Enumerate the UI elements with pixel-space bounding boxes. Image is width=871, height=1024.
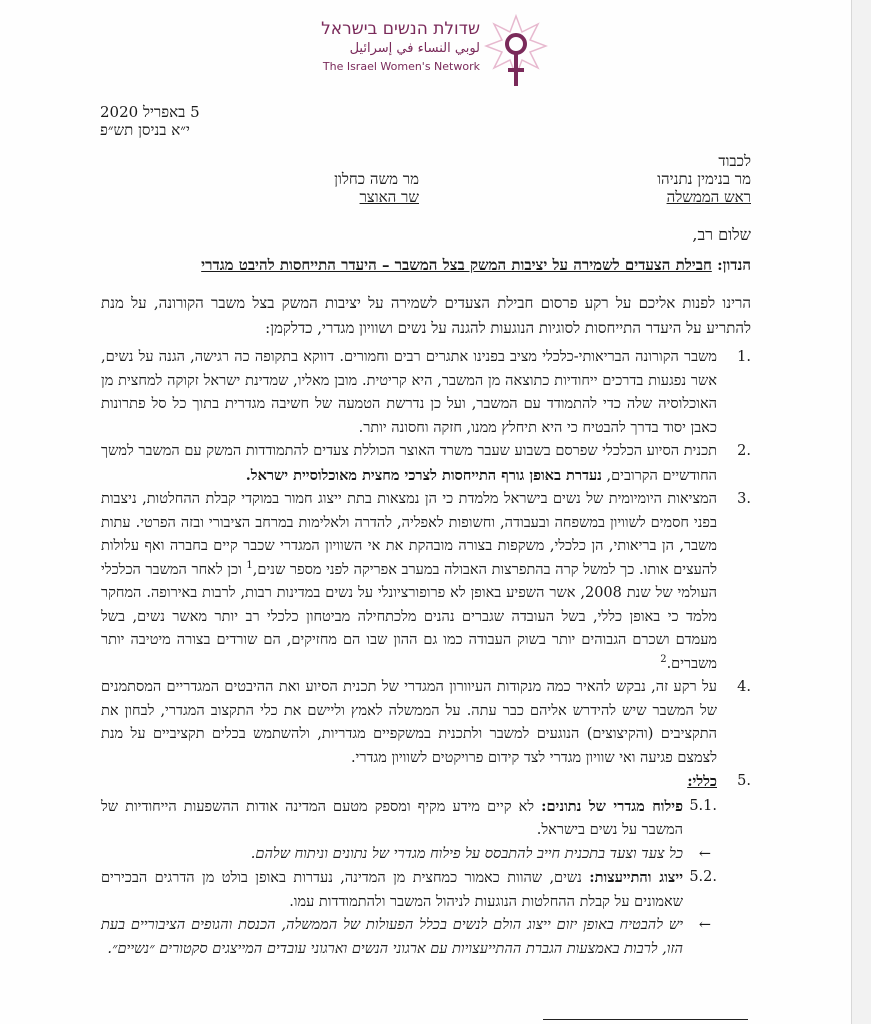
sub-item-title: ייצוג והתייעצות: <box>589 869 683 886</box>
date-block <box>100 103 300 139</box>
org-name-arabic: لوبي النساء في إسرائيل <box>349 41 480 56</box>
note-text: כל צעד וצעד בתכנית חייב להתבסס על פילוח מגדרי של נתונים וניתוח שלהם. <box>250 845 683 862</box>
item-bold-text: נעדרת באופן גורף התייחסות לצרכי מחצית מאוכלוסיית ישראל. <box>245 466 602 484</box>
item-number: 3. <box>737 491 751 507</box>
footnote-ref[interactable]: 1 <box>246 559 253 571</box>
item-text: משבר הקורונה הבריאותי-כלכלי מציב בפנינו אתגרים רבים וחמורים. דווקא בתקופה כה רגישה, הגנה על נשים, אשר נפגעות בדרכים ייחודיות כתוצאה מן המשבר, היא קריטית. מובן מאליו, שמדינת ישראל זקוקה למחצית מן האוכלוסיה שלה כדי להתמודד עם המשבר, ועל כן נדרשת הטמעה של חשיבה מגדרית בתוך כל סל פתרונות כאבן יסוד בדרך להבטיח כי היא תיחלץ ממנו, חזקה וחסונה יותר. <box>101 349 717 436</box>
footnote-ref[interactable]: 2 <box>660 653 667 665</box>
item-text: תכנית הסיוע הכלכלי שפרסם בשבוע שעבר משרד האוצר הכוללת צעדים להתמודדות המשק עם המשבר למשך החודשיים הקרובים, <box>101 443 717 484</box>
date-hebrew: י״א בניסן תש״פ <box>100 121 190 139</box>
sub-item-note <box>101 843 717 867</box>
footnote-separator <box>543 1019 748 1020</box>
greeting: שלום רב, <box>692 225 751 244</box>
arrow-left-icon: ← <box>698 845 711 862</box>
subject-text: חבילת הצעדים לשמירה על יציבות המשק בצל המשבר – היעדר התייחסות להיבט מגדרי <box>201 256 712 274</box>
letterhead-text <box>320 18 480 76</box>
section-heading: כללי: <box>687 773 717 790</box>
subject-label: הנדון: <box>717 256 751 274</box>
list-item <box>101 770 751 961</box>
item-number: 1. <box>737 349 751 365</box>
list-item <box>101 488 751 676</box>
recipient-name-1: מר בנימין נתניהו <box>657 170 751 188</box>
numbered-list <box>101 346 751 961</box>
item-text: על רקע זה, נבקש להאיר כמה מנקודות העיוורון המגדרי של תכנית הסיוע ואת ההיבטים המגדריים המסתמנים של המשבר שיש להידרש אליהם כבר עתה. על הממשלה לאמץ וליישם את כלי התקצוב המגדרי, לבחון את התקציבים (והקיצוצים) הנוגעים למשבר ולתכנית במשקפיים מגדריות, ולהשתמש בכלים תקציביים על מנת לצמצם פגיעה ואי שוויון מגדרי לצד קידום פרויקטים לשוויון מגדרי. <box>101 679 717 766</box>
sub-item <box>101 795 717 843</box>
recipient-block <box>657 152 751 206</box>
org-name-hebrew: שדולת הנשים בישראל <box>321 19 480 39</box>
sub-item-text: לא קיים מידע מקיף ומספק מטעם המדינה אודות ההשפעות הייחודיות של המשבר על נשים בישראל. <box>101 798 683 838</box>
item-number: 5. <box>737 773 751 789</box>
recipient-title-2: שר האוצר <box>359 188 419 206</box>
list-item <box>101 676 751 770</box>
date-gregorian: 5 באפריל 2020 <box>100 103 200 121</box>
subject-line <box>91 256 751 275</box>
sub-item-number: 5.2. <box>689 869 717 885</box>
recipient-title-1: ראש הממשלה <box>666 188 751 206</box>
item-text: המציאות היומיומית של נשים בישראל מלמדת כי הן נמצאות בתת ייצוג חמור במוקדי קבלת ההחלטות, ניצבות בפני חסמים לשוויון במשפחה ובעבודה, וחשופות לאפליה, להדרה ולאלימות במרחב הציבורי ובזה הפרטי. עתות משבר, הן בריאותי, הן כלכלי, משקפות בצורה מובהקת את אי השוויון המגדרי שכבר קיים בחברה ואף עלולות להעצים אותו. כך למשל קרה בהתפרצות האבולה במערב אפריקה לפני מספר שנים, <box>101 491 718 578</box>
list-item <box>101 346 751 440</box>
arrow-left-icon: ← <box>698 917 711 933</box>
letterhead <box>320 14 550 90</box>
venus-star-logo-icon <box>484 14 548 90</box>
note-text: יש להבטיח באופן יזום ייצוג הולם לנשים בכלל הפעולות של הממשלה, הכנסת והגופים הציבוריים בעת הזו, לרבות באמצעות הגברת ההתייעצויות עם ארגוני הנשים וארגוני עובדים המייצגים סקטורים ״נשיים״. <box>101 917 683 957</box>
sub-item-text: נשים, שהוות כאמור כמחצית מן המדינה, נעדרות באופן בולט מן הדרגים הבכירים שאמונים על קבלת ההחלטות הנוגעות לניהול המשבר ולהתמודדות עמו. <box>101 870 683 910</box>
sub-item-note <box>101 914 717 961</box>
item-number: 4. <box>737 679 751 695</box>
intro-paragraph: הרינו לפנות אליכם על רקע פרסום חבילת הצעדים לשמירה על יציבות המשק בצל משבר הקורונה, על מנת להתריע על היעדר התייחסות לסוגיות הנוגעות להגנה על נשים ושוויון מגדרי, כדלקמן: <box>101 294 751 337</box>
item-text-cont: וכן לאחר המשבר הכלכלי העולמי של שנת 2008, אשר השפיע באופן לא פרופורציונלי על נשים במדינות רבות, לרבות באירופה. המחקר מלמד כי באופן כללי, בשל העובדה שגברים נהנים מלכתחילה מביטחון כלכלי רב יותר מאשר נשים, בשל מעמדם ושכרם הגבוהים יותר בשוק העבודה כמו גם ההון שבו הם מחזיקים, הם שורדים בצורה מיטיבה יותר משברים. <box>101 561 717 672</box>
recipient-name-2: מר משה כחלון <box>334 170 419 188</box>
org-name-english: The Israel Women's Network <box>322 60 480 73</box>
list-item <box>101 440 751 488</box>
recipient-block-2 <box>334 170 419 206</box>
item-number: 2. <box>737 443 751 459</box>
sub-item <box>101 866 717 914</box>
sub-item-title: פילוח מגדרי של נתונים: <box>541 797 683 815</box>
sub-item-number: 5.1. <box>689 797 717 814</box>
salutation: לכבוד <box>718 152 751 170</box>
